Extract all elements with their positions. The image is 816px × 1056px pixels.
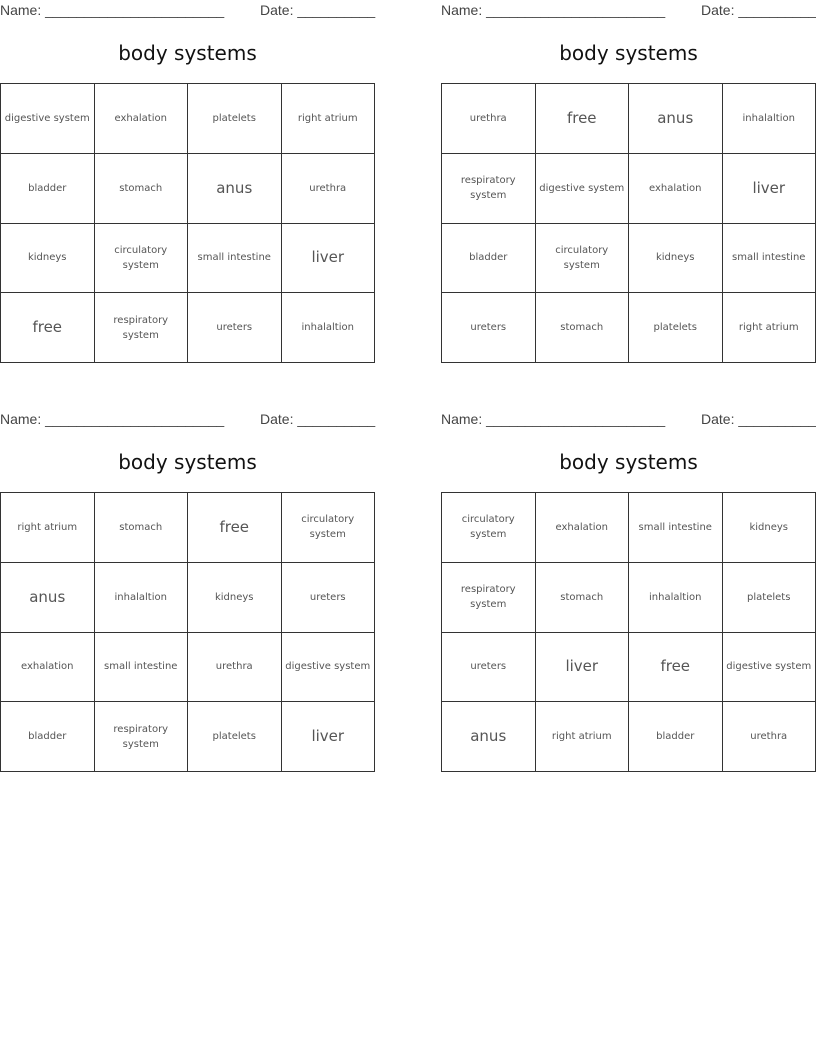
bingo-cell: kidneys (1, 224, 95, 294)
bingo-cell: respiratory system (95, 293, 189, 363)
card-title: body systems (559, 41, 698, 65)
date-field: Date: __________ (701, 2, 816, 18)
bingo-cell: anus (629, 84, 723, 154)
bingo-cell: platelets (188, 702, 282, 772)
date-field: Date: __________ (260, 2, 376, 18)
bingo-cell: stomach (95, 493, 189, 563)
bingo-cell: exhalation (629, 154, 723, 224)
bingo-cell: free (1, 293, 95, 363)
bingo-grid (0, 492, 375, 772)
bingo-card-2 (441, 0, 816, 375)
bingo-cell: right atrium (723, 293, 816, 363)
bingo-cell: small intestine (188, 224, 282, 294)
bingo-cell: small intestine (629, 493, 723, 563)
card-header (0, 411, 375, 429)
bingo-cell: bladder (1, 154, 95, 224)
bingo-cell: inhalaltion (282, 293, 376, 363)
bingo-grid (0, 83, 375, 363)
bingo-cell: right atrium (1, 493, 95, 563)
name-field: Name: _______________________ (441, 2, 666, 18)
bingo-cell: inhalaltion (95, 563, 189, 633)
bingo-cell: exhalation (536, 493, 630, 563)
bingo-cell: digestive system (282, 633, 376, 703)
card-title: body systems (559, 450, 698, 474)
bingo-cell: circulatory system (282, 493, 376, 563)
bingo-cell: circulatory system (536, 224, 630, 294)
bingo-cell: respiratory system (442, 563, 536, 633)
bingo-cell: inhalaltion (723, 84, 816, 154)
date-field: Date: __________ (701, 411, 816, 427)
bingo-card-4 (441, 409, 816, 784)
bingo-cell: platelets (629, 293, 723, 363)
bingo-cell: digestive system (1, 84, 95, 154)
bingo-cell: anus (188, 154, 282, 224)
bingo-cell: digestive system (723, 633, 816, 703)
name-field: Name: _______________________ (0, 2, 225, 18)
bingo-cell: ureters (442, 293, 536, 363)
bingo-cell: kidneys (188, 563, 282, 633)
bingo-cell: right atrium (536, 702, 630, 772)
bingo-cell: free (188, 493, 282, 563)
bingo-cell: liver (282, 224, 376, 294)
bingo-cell: inhalaltion (629, 563, 723, 633)
bingo-cell: exhalation (1, 633, 95, 703)
bingo-cell: stomach (536, 293, 630, 363)
bingo-cell: urethra (188, 633, 282, 703)
bingo-card-3 (0, 409, 375, 784)
card-header (441, 411, 816, 429)
bingo-cell: ureters (442, 633, 536, 703)
bingo-cell: urethra (723, 702, 816, 772)
bingo-cell: free (536, 84, 630, 154)
bingo-cell: anus (442, 702, 536, 772)
bingo-cell: bladder (1, 702, 95, 772)
bingo-cell: urethra (282, 154, 376, 224)
bingo-grid (441, 492, 816, 772)
bingo-cell: kidneys (629, 224, 723, 294)
bingo-cell: bladder (629, 702, 723, 772)
card-header (0, 2, 375, 20)
name-field: Name: _______________________ (441, 411, 666, 427)
bingo-cell: ureters (188, 293, 282, 363)
bingo-cell: stomach (95, 154, 189, 224)
bingo-cell: respiratory system (442, 154, 536, 224)
bingo-cell: platelets (723, 563, 816, 633)
bingo-cell: small intestine (95, 633, 189, 703)
bingo-cell: stomach (536, 563, 630, 633)
card-title: body systems (118, 450, 257, 474)
bingo-cell: circulatory system (442, 493, 536, 563)
bingo-cell: anus (1, 563, 95, 633)
card-title: body systems (118, 41, 257, 65)
bingo-cell: circulatory system (95, 224, 189, 294)
bingo-card-1 (0, 0, 375, 375)
bingo-cell: digestive system (536, 154, 630, 224)
bingo-cell: urethra (442, 84, 536, 154)
bingo-cell: liver (282, 702, 376, 772)
bingo-cell: ureters (282, 563, 376, 633)
bingo-cell: free (629, 633, 723, 703)
card-header (441, 2, 816, 20)
bingo-cell: liver (536, 633, 630, 703)
bingo-cell: right atrium (282, 84, 376, 154)
bingo-cell: small intestine (723, 224, 816, 294)
bingo-cell: bladder (442, 224, 536, 294)
bingo-cell: kidneys (723, 493, 816, 563)
bingo-cell: platelets (188, 84, 282, 154)
bingo-cell: exhalation (95, 84, 189, 154)
bingo-cell: respiratory system (95, 702, 189, 772)
name-field: Name: _______________________ (0, 411, 225, 427)
bingo-cell: liver (723, 154, 816, 224)
date-field: Date: __________ (260, 411, 376, 427)
bingo-grid (441, 83, 816, 363)
